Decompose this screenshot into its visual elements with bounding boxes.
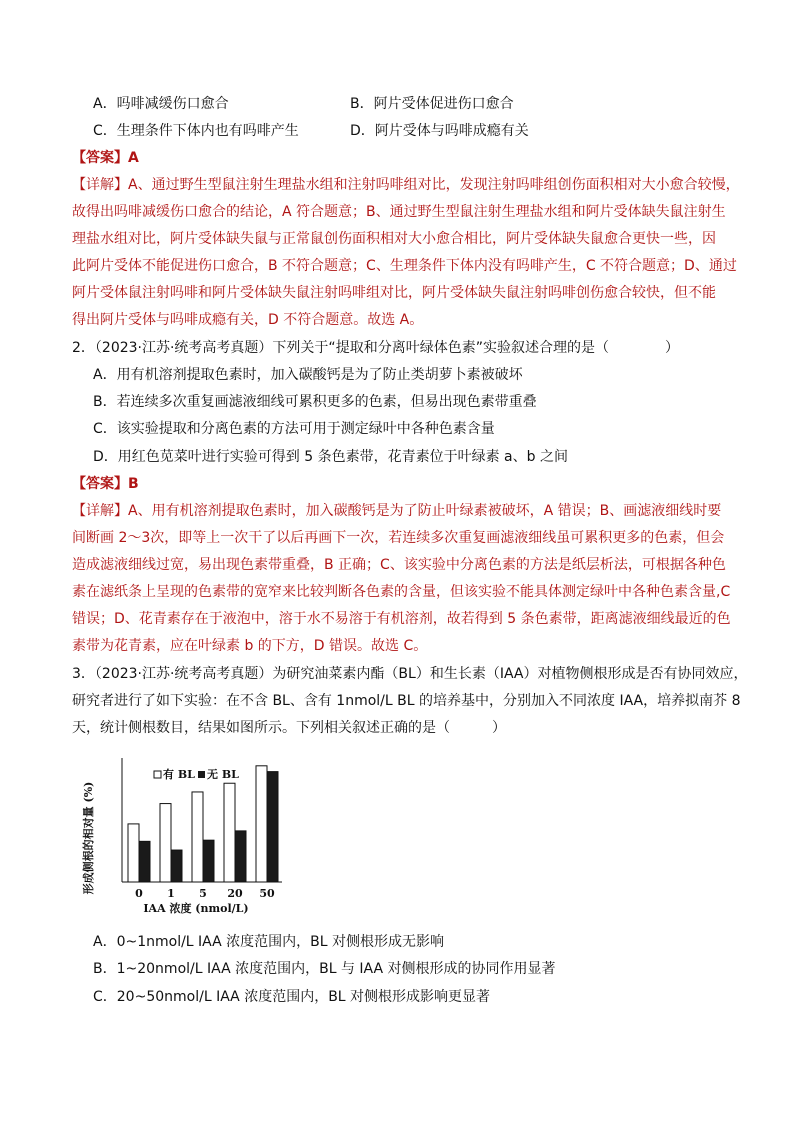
x-tick-label: 20 xyxy=(227,887,243,900)
q3-option-a: A．0~1nmol/L IAA 浓度范围内，BL 对侧根形成无影响 xyxy=(93,934,445,950)
q1-explain-line: 故得出吗啡减缓伤口愈合的结论，A 符合题意；B、通过野生型鼠注射生理盐水组和阿片受体缺失鼠注射生 xyxy=(72,204,726,220)
bar-without-bl-50 xyxy=(267,772,278,882)
q1-explain-line: 【详解】A、通过野生型鼠注射生理盐水组和注射吗啡组对比，发现注射吗啡组创伤面积相对大小愈合较慢， xyxy=(72,177,740,193)
legend-label-without-bl: 无 BL xyxy=(207,768,239,781)
bar-with-bl-1 xyxy=(160,804,171,882)
iaa-bl-bar-chart xyxy=(78,752,288,922)
q1-option-b: B．阿片受体促进伤口愈合 xyxy=(350,96,514,112)
bar-with-bl-20 xyxy=(224,783,235,882)
q2-option-d: D．用红色苋菜叶进行实验可得到 5 条色素带，花青素位于叶绿素 a、b 之间 xyxy=(93,449,568,465)
q2-option-c: C．该实验提取和分离色素的方法可用于测定绿叶中各种色素含量 xyxy=(93,421,495,437)
q2-explain-line: 造成滤液细线过宽，易出现色素带重叠，B 正确；C、该实验中分离色素的方法是纸层析法，可根据各种色 xyxy=(72,557,726,573)
x-axis-label: IAA 浓度 (nmol/L) xyxy=(143,902,249,915)
y-axis-label-group xyxy=(81,782,95,895)
q1-option-a: A．吗啡减缓伤口愈合 xyxy=(93,96,229,112)
q3-stem-line: 3．（2023·江苏·统考高考真题）为研究油菜素内酯（BL）和生长素（IAA）对植物侧根形成是否有协同效应， xyxy=(72,666,748,682)
q1-explain-line: 此阿片受体不能促进伤口愈合，B 不符合题意；C、生理条件下体内没有吗啡产生，C 不符合题意；D、通过 xyxy=(72,258,737,274)
q1-option-d: D．阿片受体与吗啡成瘾有关 xyxy=(350,123,529,139)
q2-explain-line: 【详解】A、用有机溶剂提取色素时，加入碳酸钙是为了防止叶绿素被破坏，A 错误；B、画滤液细线时要 xyxy=(72,503,722,519)
x-tick-label: 5 xyxy=(199,887,207,900)
legend xyxy=(154,767,239,781)
q2-option-a: A．用有机溶剂提取色素时，加入碳酸钙是为了防止类胡萝卜素被破坏 xyxy=(93,367,523,383)
q1-explain-line: 理盐水组对比，阿片受体缺失鼠与正常鼠创伤面积相对大小愈合相比，阿片受体缺失鼠愈合更快一些，因 xyxy=(72,231,716,247)
legend-label-with-bl: 有 BL xyxy=(163,768,195,781)
bar-with-bl-5 xyxy=(192,792,203,882)
legend-swatch-without-bl xyxy=(198,771,205,778)
q3-option-c: C．20~50nmol/L IAA 浓度范围内，BL 对侧根形成影响更显著 xyxy=(93,989,491,1005)
q2-explain-line: 素带为花青素，应在叶绿素 b 的下方，D 错误。故选 C。 xyxy=(72,638,428,654)
q2-explain-line: 间断画 2～3次，即等上一次干了以后再画下一次，若连续多次重复画滤液细线虽可累积更多的色素，但会 xyxy=(72,530,725,546)
q3-option-b: B．1~20nmol/L IAA 浓度范围内，BL 与 IAA 对侧根形成的协同作用显著 xyxy=(93,961,556,977)
q3-stem-line: 研究者进行了如下实验：在不含 BL、含有 1nmol/L BL 的培养基中，分别加入不同浓度 IAA，培养拟南芥 8 xyxy=(72,693,741,709)
bar-without-bl-0 xyxy=(139,841,150,882)
q1-option-c: C．生理条件下体内也有吗啡产生 xyxy=(93,123,299,139)
bar-with-bl-0 xyxy=(128,824,139,882)
x-ticks-group xyxy=(135,887,275,900)
legend-swatch-with-bl xyxy=(154,771,161,778)
bar-with-bl-50 xyxy=(256,766,267,882)
x-tick-label: 1 xyxy=(167,887,175,900)
q2-option-b: B．若连续多次重复画滤液细线可累积更多的色素，但易出现色素带重叠 xyxy=(93,394,537,410)
bar-without-bl-5 xyxy=(203,840,214,882)
q2-explain-line: 素在滤纸条上呈现的色素带的宽窄来比较判断各色素的含量，但该实验不能具体测定绿叶中各种色素含量,C xyxy=(72,584,731,600)
bars-group xyxy=(128,766,278,882)
q1-explain-line: 得出阿片受体与吗啡成瘾有关，D 不符合题意。故选 A。 xyxy=(72,312,424,328)
q2-answer: 【答案】B xyxy=(72,476,139,492)
q3-stem-line: 天，统计侧根数目，结果如图所示。下列相关叙述正确的是（ ） xyxy=(72,720,506,736)
bar-without-bl-20 xyxy=(235,831,246,882)
x-tick-label: 50 xyxy=(259,887,275,900)
bar-without-bl-1 xyxy=(171,850,182,882)
q1-answer: 【答案】A xyxy=(72,150,139,166)
q1-explain-line: 阿片受体鼠注射吗啡和阿片受体缺失鼠注射吗啡组对比，阿片受体缺失鼠注射吗啡创伤愈合较快，但不能 xyxy=(72,285,716,301)
y-axis-label: 形成侧根的相对量 (%) xyxy=(82,781,95,895)
q2-explain-line: 错误；D、花青素存在于液泡中，溶于水不易溶于有机溶剂，故若得到 5 条色素带，距离滤液细线最近的色 xyxy=(72,611,731,627)
q2-stem: 2．（2023·江苏·统考高考真题）下列关于“提取和分离叶绿体色素”实验叙述合理的是（ ） xyxy=(72,340,679,356)
x-tick-label: 0 xyxy=(135,887,143,900)
